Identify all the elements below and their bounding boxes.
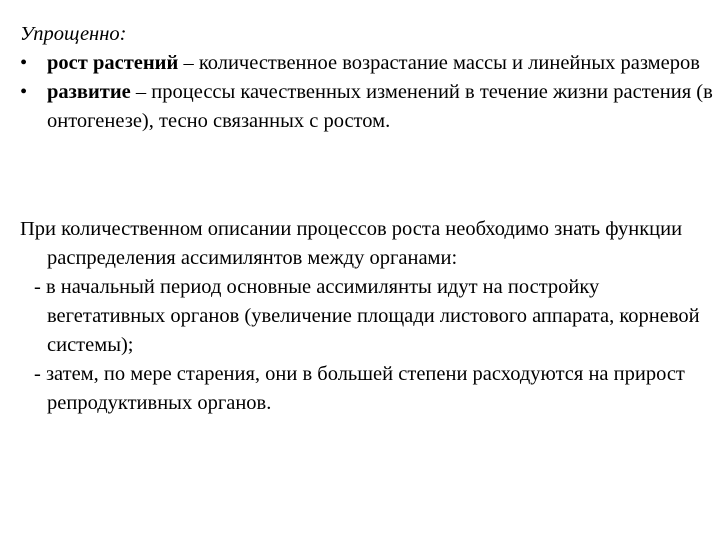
definition-list — [20, 49, 718, 136]
paragraph-item: - в начальный период основные ассимилянты идут на постройку вегетативных органов (увеличение площади листового аппарата, корневой системы); — [34, 276, 700, 356]
bullet-icon: • — [20, 52, 28, 74]
assimilant-paragraph — [20, 215, 718, 418]
paragraph-item: - затем, по мере старения, они в большей степени расходуются на прирост репродуктивных органов. — [34, 363, 685, 414]
definition-item-development — [20, 78, 718, 136]
bullet-icon: • — [20, 81, 28, 103]
definition-text: – количественное возрастание массы и линейных размеров — [178, 52, 700, 74]
intro-heading: Упрощенно: — [20, 23, 127, 45]
definition-item-growth — [20, 49, 718, 78]
paragraph-lead: При количественном описании процессов роста необходимо знать функции распределения ассимилянтов между органами: — [20, 218, 683, 269]
definition-text: – процессы качественных изменений в течение жизни растения (в онтогенезе), тесно связанных с ростом. — [47, 81, 713, 132]
definition-term: рост растений — [47, 52, 179, 74]
definition-term: развитие — [47, 81, 131, 103]
